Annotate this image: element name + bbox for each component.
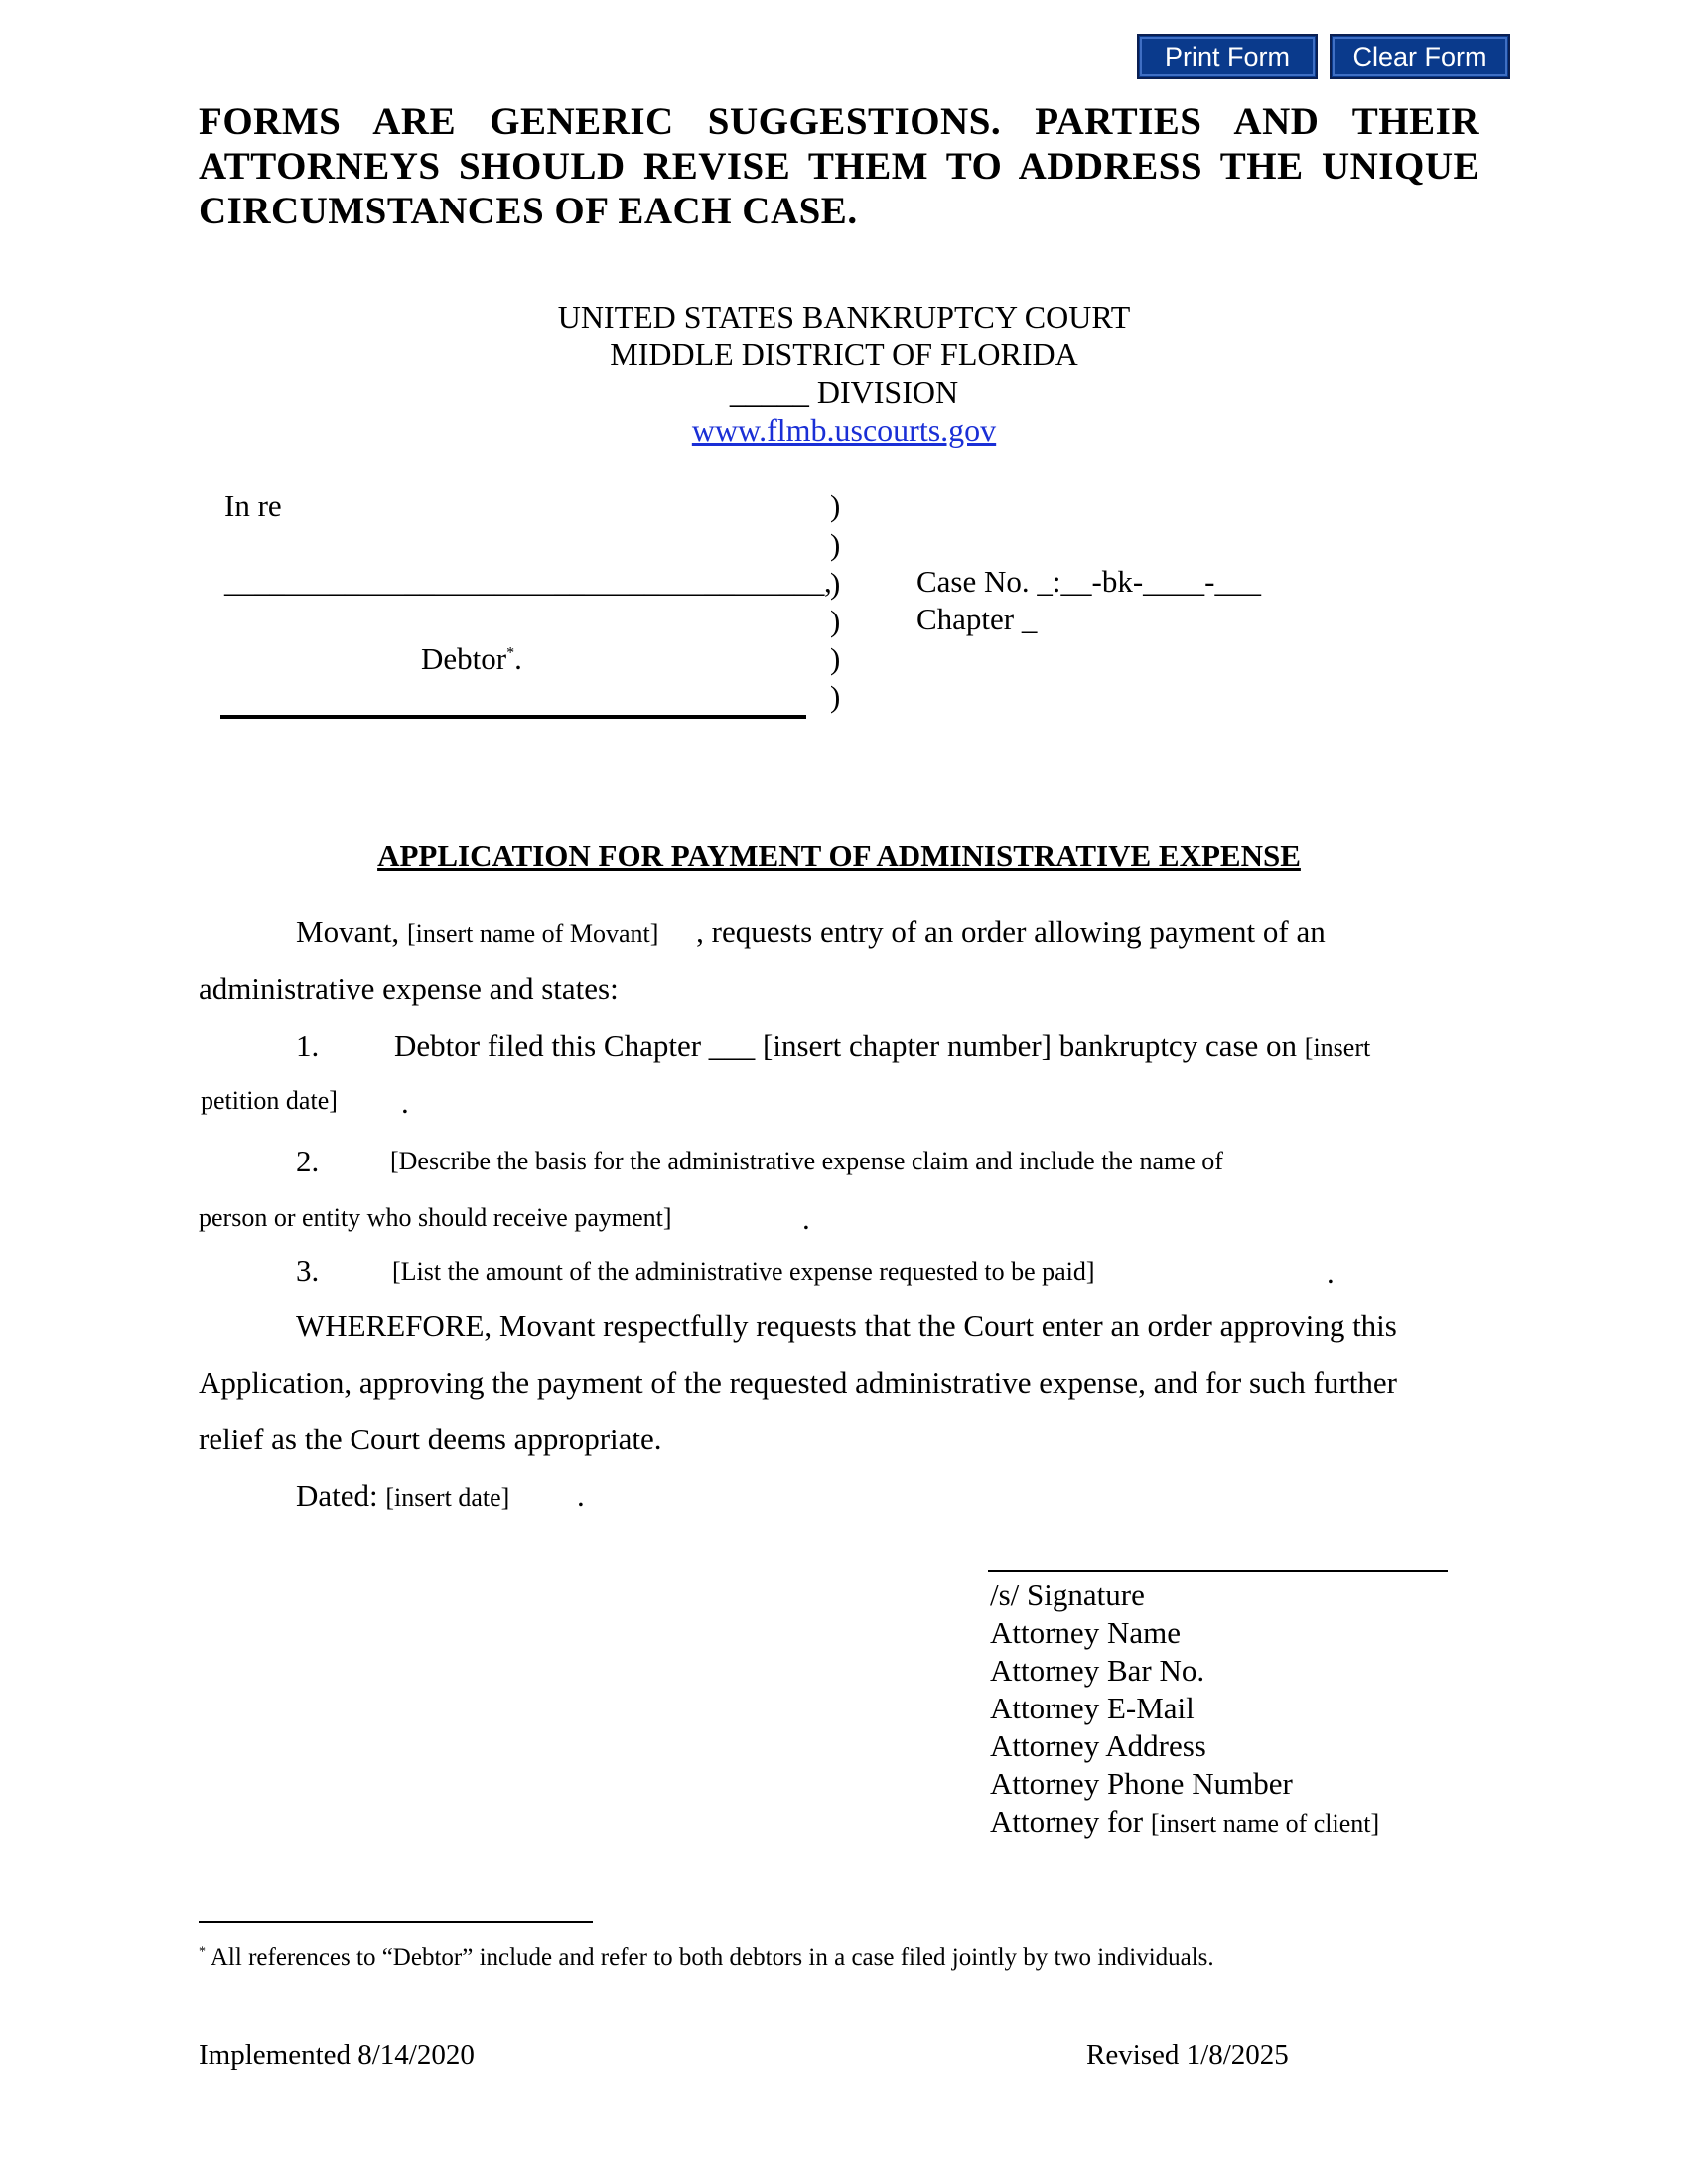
court-name: UNITED STATES BANKRUPTCY COURT [557,299,1131,335]
caption-paren: ) [830,679,841,714]
movant-name-field[interactable]: [insert name of Movant] [406,919,659,948]
footnote-rule [199,1921,593,1923]
attorney-for: Attorney for [insert name of client] [990,1804,1380,1839]
wherefore-paragraph-end: relief as the Court deems appropriate. [199,1422,662,1456]
revised-date: Revised 1/8/2025 [1086,2039,1289,2071]
debtor-name-blank: ________________________________________, [224,564,832,599]
amount-field[interactable]: [List the amount of the administrative expense requested to be paid] [392,1257,1095,1286]
attorney-phone: Attorney Phone Number [990,1766,1293,1801]
dated-line: Dated: [insert date] . [296,1478,585,1513]
petition-date-field[interactable]: [insert [1304,1033,1371,1062]
clear-form-button[interactable]: Clear Form [1330,34,1510,79]
item-1-number: 1. [296,1028,320,1063]
attorney-bar-number: Attorney Bar No. [990,1653,1205,1688]
case-number: Case No. _:__-bk-____-___ [916,564,1261,599]
movant-paragraph-cont: administrative expense and states: [199,971,619,1006]
debtor-label: Debtor*. [421,641,522,676]
court-division: _____ DIVISION [729,374,959,410]
attorney-email: Attorney E-Mail [990,1691,1195,1725]
court-website [298,411,1390,449]
footnote: * All references to “Debtor” include and refer to both debtors in a case filed jointly by two individuals. [199,1944,1214,1971]
basis-field[interactable]: [Describe the basis for the administrative expense claim and include the name of [390,1147,1223,1175]
wherefore-paragraph-cont: Application, approving the payment of the requested administrative expense, and for such further [199,1365,1397,1400]
wherefore-paragraph: WHEREFORE, Movant respectfully requests that the Court enter an order approving this [296,1308,1397,1343]
print-form-button[interactable]: Print Form [1137,34,1318,79]
signature: /s/ Signature [990,1577,1145,1612]
court-website-link[interactable]: www.flmb.uscourts.gov [691,412,997,448]
movant-paragraph: Movant, [insert name of Movant] , requests entry of an order allowing payment of an [296,914,1326,949]
client-name-field[interactable]: [insert name of client] [1150,1809,1380,1838]
in-re-label: In re [224,488,282,523]
court-district: MIDDLE DISTRICT OF FLORIDA [610,337,1078,372]
caption-rule [220,715,806,719]
attorney-name: Attorney Name [990,1615,1181,1650]
item-1-end: . [401,1085,409,1120]
footnote-ref: * [506,644,515,662]
item-3-end: . [1327,1255,1335,1290]
petition-date-field-cont[interactable]: petition date] [201,1086,338,1115]
item-2-end: . [802,1201,810,1236]
item-3-number: 3. [296,1253,320,1288]
caption-paren: ) [830,641,841,676]
basis-field-cont[interactable]: person or entity who should receive payment] [199,1203,672,1232]
implemented-date: Implemented 8/14/2020 [199,2039,475,2071]
caption-paren: ) [830,604,841,638]
caption-paren: ) [830,488,841,523]
attorney-address: Attorney Address [990,1728,1206,1763]
chapter-number: Chapter _ [916,602,1038,636]
item-1-text: Debtor filed this Chapter ___ [insert chapter number] bankruptcy case on [insert [394,1028,1371,1063]
caption-paren: ) [830,527,841,562]
generic-forms-warning: FORMS ARE GENERIC SUGGESTIONS. PARTIES AND THEIR ATTORNEYS SHOULD REVISE THEM TO ADDRESS THE UNIQUE CIRCUMSTANCES OF EACH CASE. [199,100,1479,232]
date-field[interactable]: [insert date] [385,1483,510,1512]
signature-line [988,1570,1448,1572]
document-title: APPLICATION FOR PAYMENT OF ADMINISTRATIVE EXPENSE [377,838,1301,873]
caption-paren: ) [830,566,841,601]
item-2-number: 2. [296,1144,320,1178]
